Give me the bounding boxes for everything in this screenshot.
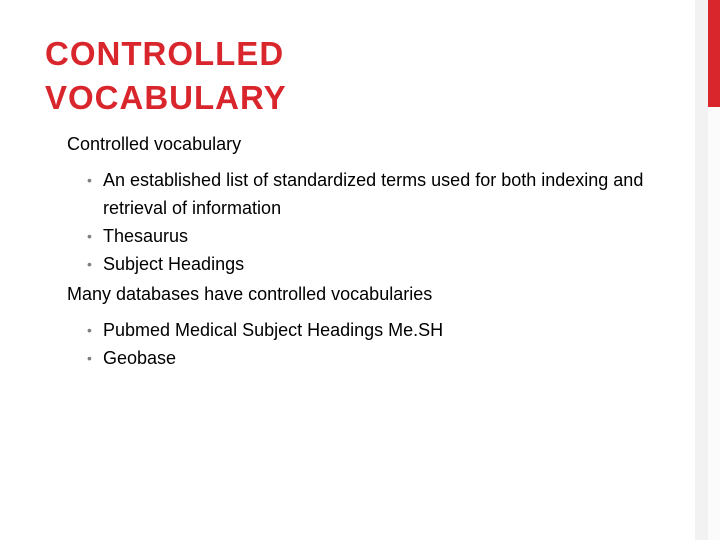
list-item-text: Pubmed Medical Subject Headings Me.SH (103, 320, 444, 340)
list-item-text: Thesaurus (103, 226, 189, 246)
bullet-icon: • (87, 172, 92, 188)
list-item (87, 316, 667, 344)
bullet-icon: • (87, 322, 92, 338)
side-accent-red-block (708, 0, 720, 107)
title-line-2: VOCABULARY (45, 79, 287, 116)
list-item (87, 166, 667, 222)
bullet-icon: • (87, 350, 92, 366)
title-line-1: CONTROLLED (45, 35, 285, 72)
section-heading-controlled-vocabulary: Controlled vocabulary (67, 134, 242, 154)
slide-body (67, 130, 667, 372)
list-item-text: Subject Headings (103, 254, 245, 274)
section-heading-databases: Many databases have controlled vocabularies (67, 284, 433, 304)
side-accent-bar (695, 0, 708, 540)
slide-title (45, 32, 665, 120)
list-item (87, 222, 667, 250)
bullet-icon: • (87, 228, 92, 244)
databases-list (67, 316, 667, 372)
list-item-text: An established list of standardized terms used for both indexing and retrieval of information (103, 170, 644, 218)
controlled-vocabulary-list (67, 166, 667, 278)
side-accent-light-block (708, 107, 720, 540)
list-item-text: Geobase (103, 348, 177, 368)
bullet-icon: • (87, 256, 92, 272)
list-item (87, 250, 667, 278)
list-item (87, 344, 667, 372)
